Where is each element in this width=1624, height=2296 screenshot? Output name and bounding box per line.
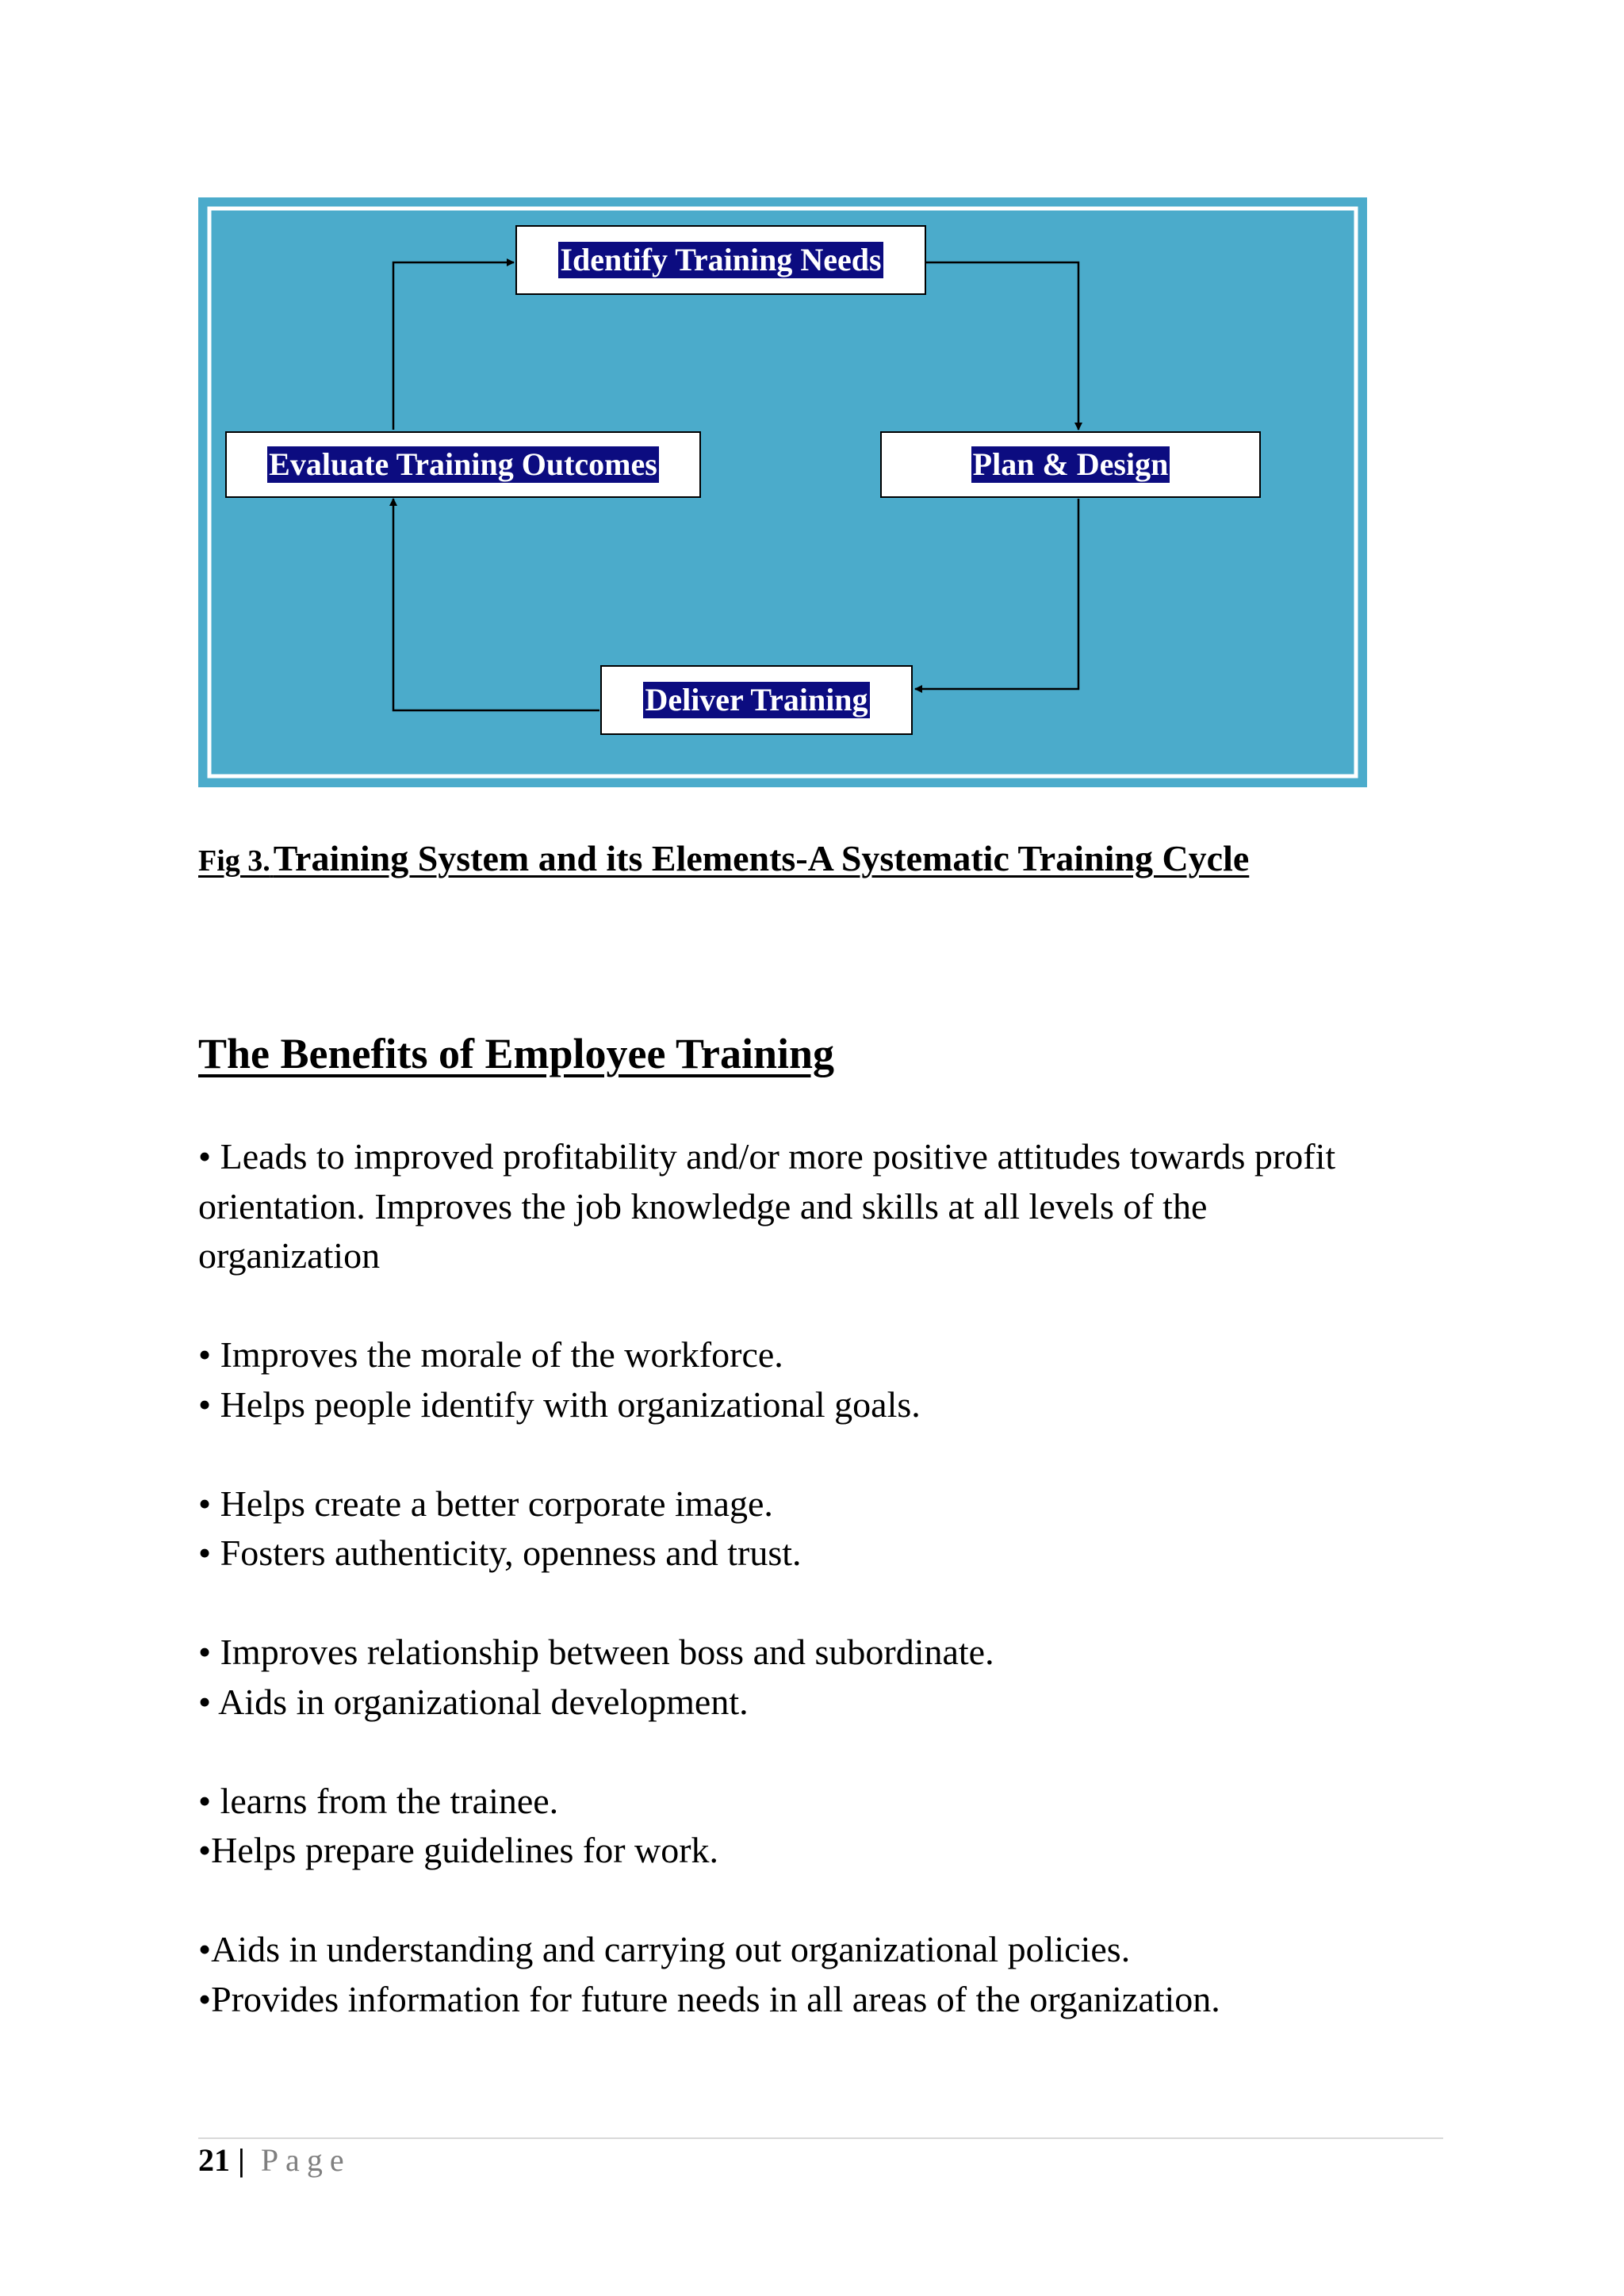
footer-divider [198, 2137, 1443, 2139]
node-identify-training-needs [515, 225, 926, 295]
benefit-line: • Fosters authenticity, openness and trust. [198, 1533, 802, 1573]
benefit-line: • Helps people identify with organizational goals. [198, 1383, 921, 1425]
benefit-line: • Improves the morale of the workforce. [198, 1334, 783, 1375]
node-evaluate-label: Evaluate Training Outcomes [269, 446, 657, 482]
node-identify-label: Identify Training Needs [560, 242, 882, 277]
node-deliver-training [600, 665, 913, 735]
benefit-line: • Helps create a better corporate image. [198, 1483, 773, 1524]
benefit-line: •Provides information for future needs in all areas of the organization. [198, 1978, 1220, 2019]
benefit-line: •Aids in understanding and carrying out organizational policies. [198, 1929, 1131, 1969]
section-heading: The Benefits of Employee Training [198, 1030, 835, 1077]
benefit-paragraph [198, 1479, 1435, 1578]
benefit-line: organization [198, 1235, 381, 1276]
benefit-line: • learns from the trainee. [198, 1780, 559, 1821]
benefit-paragraph [198, 1628, 1435, 1727]
benefit-paragraph [198, 1330, 1435, 1429]
figure-title: Training System and its Elements-A Systematic Training Cycle [273, 838, 1250, 878]
benefit-paragraph [198, 1925, 1435, 2024]
training-cycle-diagram [198, 197, 1367, 787]
node-plan-design [880, 431, 1261, 498]
figure-caption [198, 837, 1249, 879]
page-number: 21 [198, 2142, 230, 2178]
benefits-list [198, 1132, 1435, 2074]
benefit-line: • Leads to improved profitability and/or more positive attitudes towards profit [198, 1136, 1336, 1177]
benefit-line: orientation. Improves the job knowledge and skills at all levels of the [198, 1185, 1208, 1226]
benefit-line: •Helps prepare guidelines for work. [198, 1830, 719, 1870]
page-footer [198, 2141, 351, 2179]
benefit-paragraph [198, 1777, 1435, 1876]
benefit-paragraph [198, 1132, 1435, 1281]
benefit-line: • Improves relationship between boss and subordinate. [198, 1632, 994, 1672]
node-plan-label: Plan & Design [972, 446, 1169, 482]
footer-separator: | [238, 2142, 245, 2178]
node-deliver-label: Deliver Training [645, 682, 868, 718]
benefit-line: • Aids in organizational development. [198, 1681, 749, 1722]
figure-number: Fig 3. [198, 844, 270, 878]
page-word: Page [260, 2142, 351, 2178]
node-evaluate-training-outcomes [225, 431, 701, 498]
